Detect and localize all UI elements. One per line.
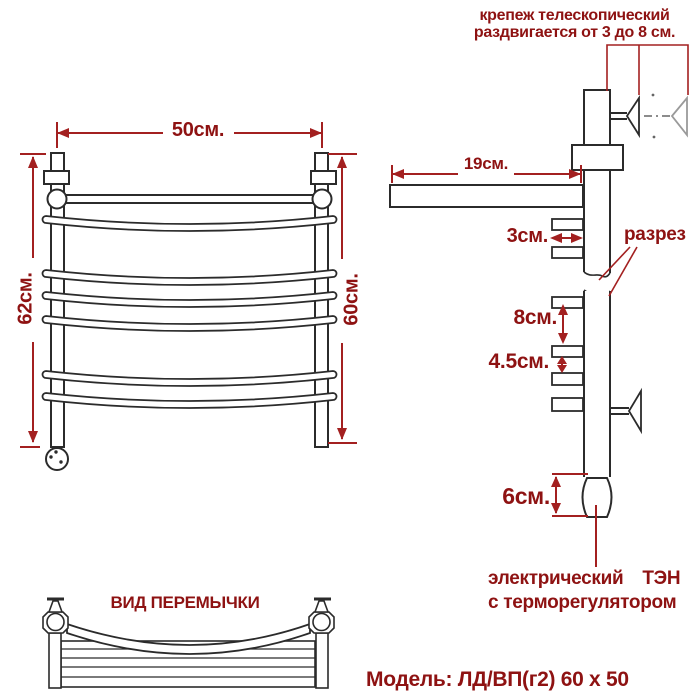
dim-label-height-left: 62см. — [14, 272, 37, 325]
dim-label-shelf-depth: 19см. — [463, 154, 509, 173]
front-top-bar — [48, 190, 332, 209]
side-post-upper — [584, 90, 610, 295]
heater-label-line2: с терморегулятором — [488, 592, 677, 613]
heater-label-line1: электрический ТЭН — [488, 568, 681, 589]
dim-label-height-right: 60см. — [340, 273, 363, 326]
dim-3-lines — [550, 233, 583, 243]
dim-label-width: 50см. — [171, 119, 225, 141]
telescopic-mount-note — [452, 7, 697, 41]
bridge-view-title: ВИД ПЕРЕМЫЧКИ — [110, 593, 260, 612]
telescopic-bracket-upper — [610, 94, 687, 139]
side-collar — [572, 145, 623, 170]
front-arc-rungs — [43, 216, 337, 408]
heater-label — [488, 567, 700, 615]
dim-45-lines — [557, 356, 567, 373]
front-view-drawing — [43, 153, 337, 470]
side-shelf — [390, 185, 583, 207]
dim-label-heater-height: 6см. — [502, 483, 550, 509]
dim-8-lines — [558, 304, 568, 344]
side-view-drawing — [390, 90, 687, 517]
mount-note-line1: крепеж телескопический — [479, 7, 670, 24]
mount-leader-lines — [607, 45, 688, 95]
dim-label-rung-gap-large: 8см. — [513, 306, 557, 329]
front-power-connector — [46, 448, 68, 470]
dim-label-rung-gap-small: 4.5см. — [488, 350, 549, 373]
bridge-view-drawing — [43, 599, 334, 688]
front-collars — [44, 171, 336, 184]
section-label: разрез — [624, 224, 686, 245]
telescopic-bracket-lower — [610, 391, 641, 431]
model-label: Модель: ЛД/ВП(г2) 60 х 50 — [366, 668, 629, 691]
side-post-lower — [584, 291, 610, 477]
mount-note-line2: раздвигается от 3 до 8 см. — [473, 24, 676, 41]
dim-label-tab-length: 3см. — [506, 225, 548, 247]
